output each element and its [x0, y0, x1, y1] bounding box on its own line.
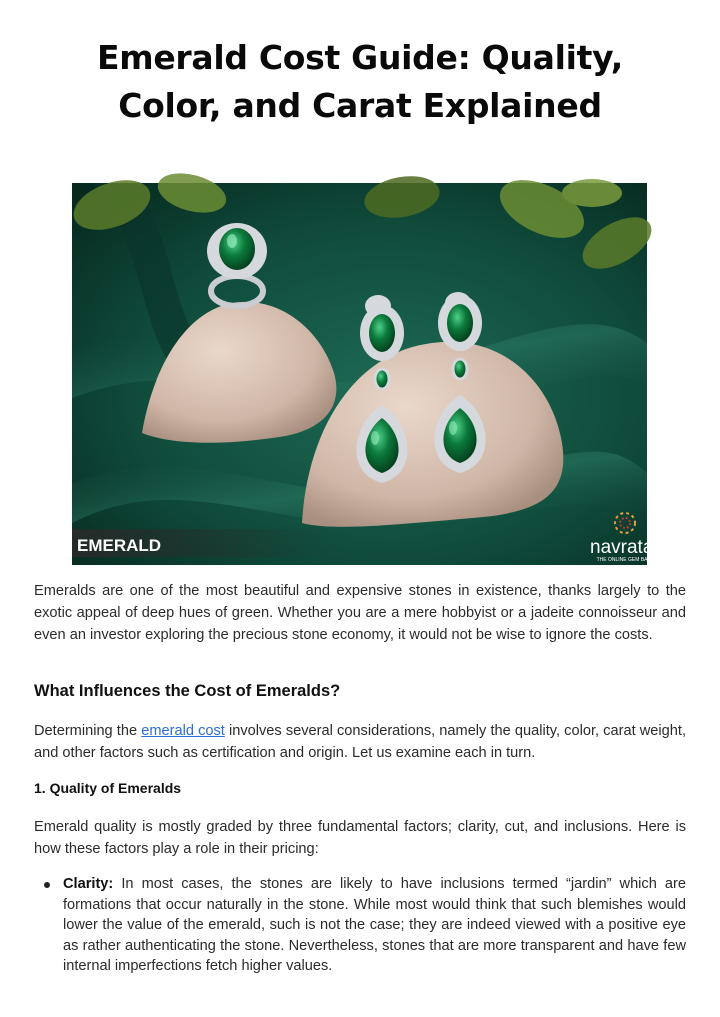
- cost-text-after: involves several considerations, namely the quality, color, carat weight, and other factors such as certification and origin. Let us examine each in turn.: [34, 723, 686, 761]
- hero-label: EMERALD: [77, 536, 162, 555]
- page-title: Emerald Cost Guide: Quality, Color, and Carat Explained: [97, 38, 623, 125]
- subsection-heading: 1. Quality of Emeralds: [34, 780, 182, 796]
- section-heading: What Influences the Cost of Emeralds?: [34, 682, 341, 700]
- brand-name: navratan: [590, 537, 664, 558]
- hero-image: [72, 183, 664, 565]
- bullet-term: Clarity:: [63, 876, 114, 892]
- bullet-icon: [44, 882, 50, 888]
- bullet-body: In most cases, the stones are likely to have inclusions termed “jardin” which are formations that occur naturally in the stone. While most would think that such blemishes would lower the value of the emerald, such is not the case; they are indeed viewed with a positive eye as rather authenticating the stone. Nevertheless, stones that are more transparent and have few internal imperfections fetch higher values.: [63, 876, 686, 975]
- bullet-text: [63, 874, 686, 977]
- emerald-cost-link[interactable]: emerald cost: [141, 723, 225, 739]
- cost-paragraph: [34, 720, 686, 764]
- intro-paragraph: Emeralds are one of the most beautiful and expensive stones in existence, thanks largely to the exotic appeal of deep hues of green. Whether you are a mere hobbyist or a jadeite connoisseur and even an investor exploring the precious stone economy, it would not be wise to ignore the costs.: [34, 583, 686, 643]
- brand-tagline: THE ONLINE GEM BAZAR: [596, 557, 658, 563]
- cost-text-before: Determining the: [34, 723, 142, 739]
- quality-paragraph: Emerald quality is mostly graded by three fundamental factors; clarity, cut, and inclusions. Here is how these factors play a role in their pricing:: [34, 819, 686, 857]
